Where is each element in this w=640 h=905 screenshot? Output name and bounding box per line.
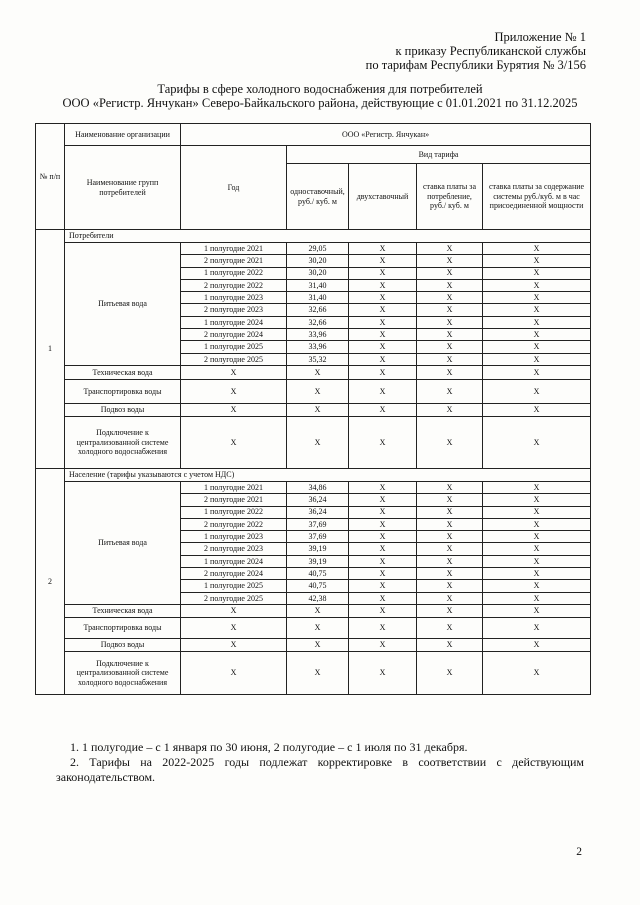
transport-water-onepart-x: Х <box>287 379 349 403</box>
technical-water-label: Техническая вода <box>65 604 181 617</box>
period-cell: 2 полугодие 2021 <box>181 255 287 267</box>
period-cell: 1 полугодие 2025 <box>181 341 287 353</box>
capacity-x: Х <box>483 353 591 365</box>
page-number: 2 <box>576 846 582 858</box>
period-cell: 1 полугодие 2022 <box>181 267 287 279</box>
consumption-x: Х <box>417 531 483 543</box>
consumption-x: Х <box>417 506 483 518</box>
water-delivery-label: Подвоз воды <box>65 638 181 651</box>
appendix-label: Приложение № 1 <box>494 30 586 44</box>
period-cell: 2 полугодие 2022 <box>181 518 287 530</box>
period-cell: 2 полугодие 2023 <box>181 304 287 316</box>
consumption-x: Х <box>417 304 483 316</box>
period-cell: 2 полугодие 2023 <box>181 543 287 555</box>
water-delivery-consumption-x: Х <box>417 403 483 416</box>
period-cell: 1 полугодие 2024 <box>181 316 287 328</box>
drinking-water-label: Питьевая вода <box>65 481 181 604</box>
consumption-x: Х <box>417 329 483 341</box>
capacity-x: Х <box>483 531 591 543</box>
period-cell: 1 полугодие 2024 <box>181 555 287 567</box>
connection-service-onepart-x: Х <box>287 651 349 694</box>
connection-service-consumption-x: Х <box>417 651 483 694</box>
consumption-x: Х <box>417 481 483 493</box>
twopart-x: Х <box>349 531 417 543</box>
consumption-x: Х <box>417 592 483 604</box>
transport-water-consumption-x: Х <box>417 617 483 638</box>
connection-service-year-x: Х <box>181 651 287 694</box>
period-cell: 1 полугодие 2021 <box>181 481 287 493</box>
section-number: 2 <box>36 468 65 694</box>
transport-water-twopart-x: Х <box>349 379 417 403</box>
onepart-value: 32,66 <box>287 316 349 328</box>
technical-water-year-x: Х <box>181 604 287 617</box>
table-row <box>36 638 591 651</box>
twopart-x: Х <box>349 481 417 493</box>
transport-water-consumption-x: Х <box>417 379 483 403</box>
water-delivery-twopart-x: Х <box>349 638 417 651</box>
col-number-header: № п/п <box>36 124 65 230</box>
onepart-value: 33,96 <box>287 341 349 353</box>
water-delivery-capacity-x: Х <box>483 638 591 651</box>
onepart-value: 31,40 <box>287 279 349 291</box>
technical-water-year-x: Х <box>181 365 287 379</box>
group-label-header: Наименование групп потребителей <box>65 146 181 230</box>
table-row <box>36 604 591 617</box>
section-label-row <box>36 468 591 481</box>
table-row <box>36 365 591 379</box>
onepart-value: 31,40 <box>287 292 349 304</box>
technical-water-capacity-x: Х <box>483 604 591 617</box>
period-cell: 1 полугодие 2023 <box>181 292 287 304</box>
title-line-2: ООО «Регистр. Янчукан» Северо-Байкальского района, действующие с 01.01.2021 по 31.12.2025 <box>62 96 578 110</box>
tariff-table <box>35 123 591 695</box>
technical-water-twopart-x: Х <box>349 604 417 617</box>
water-delivery-year-x: Х <box>181 638 287 651</box>
twopart-x: Х <box>349 494 417 506</box>
note-2: 2. Тарифы на 2022-2025 годы подлежат корректировке в соответствии с действующим законодательством. <box>56 755 584 784</box>
period-cell: 2 полугодие 2025 <box>181 353 287 365</box>
capacity-x: Х <box>483 255 591 267</box>
table-row <box>36 403 591 416</box>
connection-service-year-x: Х <box>181 416 287 468</box>
capacity-x: Х <box>483 341 591 353</box>
twopart-x: Х <box>349 243 417 255</box>
capacity-x: Х <box>483 292 591 304</box>
transport-water-label: Транспортировка воды <box>65 617 181 638</box>
capacity-x: Х <box>483 316 591 328</box>
water-delivery-label: Подвоз воды <box>65 403 181 416</box>
technical-water-consumption-x: Х <box>417 365 483 379</box>
period-cell: 1 полугодие 2021 <box>181 243 287 255</box>
onepart-value: 42,38 <box>287 592 349 604</box>
onepart-value: 33,96 <box>287 329 349 341</box>
header-row <box>36 124 591 146</box>
transport-water-capacity-x: Х <box>483 379 591 403</box>
capacity-x: Х <box>483 267 591 279</box>
year-header: Год <box>181 146 287 230</box>
consumption-header: ставка платы за потребление, руб./ куб. м <box>417 164 483 230</box>
note-1: 1. 1 полугодие – с 1 января по 30 июня, 2 полугодие – с 1 июля по 31 декабря. <box>70 740 468 754</box>
consumption-x: Х <box>417 518 483 530</box>
section-label: Население (тарифы указываются с учетом НДС) <box>65 468 591 481</box>
twopart-x: Х <box>349 353 417 365</box>
water-delivery-year-x: Х <box>181 403 287 416</box>
capacity-x: Х <box>483 304 591 316</box>
connection-service-consumption-x: Х <box>417 416 483 468</box>
capacity-header: ставка платы за содержание системы руб./куб. м в час присоединенной мощности <box>483 164 591 230</box>
onepart-value: 37,69 <box>287 518 349 530</box>
table-row <box>36 243 591 255</box>
water-delivery-onepart-x: Х <box>287 638 349 651</box>
consumption-x: Х <box>417 494 483 506</box>
period-cell: 1 полугодие 2025 <box>181 580 287 592</box>
capacity-x: Х <box>483 494 591 506</box>
table-row <box>36 379 591 403</box>
consumption-x: Х <box>417 341 483 353</box>
capacity-x: Х <box>483 592 591 604</box>
capacity-x: Х <box>483 506 591 518</box>
technical-water-onepart-x: Х <box>287 604 349 617</box>
consumption-x: Х <box>417 243 483 255</box>
capacity-x: Х <box>483 243 591 255</box>
document-header <box>366 30 586 72</box>
table-row <box>36 416 591 468</box>
connection-service-onepart-x: Х <box>287 416 349 468</box>
twopart-x: Х <box>349 592 417 604</box>
period-cell: 2 полугодие 2024 <box>181 568 287 580</box>
connection-service-twopart-x: Х <box>349 651 417 694</box>
consumption-x: Х <box>417 555 483 567</box>
document-title <box>40 82 600 110</box>
table-row <box>36 617 591 638</box>
twopart-x: Х <box>349 316 417 328</box>
section-label-row <box>36 230 591 243</box>
capacity-x: Х <box>483 580 591 592</box>
twopart-x: Х <box>349 292 417 304</box>
onepart-value: 40,75 <box>287 580 349 592</box>
consumption-x: Х <box>417 580 483 592</box>
header-row <box>36 146 591 164</box>
twopart-x: Х <box>349 279 417 291</box>
twopart-x: Х <box>349 329 417 341</box>
twopart-x: Х <box>349 341 417 353</box>
onepart-header: одноставочный, руб./ куб. м <box>287 164 349 230</box>
period-cell: 2 полугодие 2021 <box>181 494 287 506</box>
period-cell: 2 полугодие 2022 <box>181 279 287 291</box>
capacity-x: Х <box>483 481 591 493</box>
period-cell: 2 полугодие 2025 <box>181 592 287 604</box>
transport-water-twopart-x: Х <box>349 617 417 638</box>
table-row <box>36 651 591 694</box>
table-row <box>36 481 591 493</box>
onepart-value: 30,20 <box>287 267 349 279</box>
twopart-x: Х <box>349 568 417 580</box>
capacity-x: Х <box>483 329 591 341</box>
section-number: 1 <box>36 230 65 469</box>
onepart-value: 29,05 <box>287 243 349 255</box>
water-delivery-consumption-x: Х <box>417 638 483 651</box>
order-reference: к приказу Республиканской службы <box>395 44 586 58</box>
onepart-value: 35,32 <box>287 353 349 365</box>
consumption-x: Х <box>417 279 483 291</box>
connection-service-capacity-x: Х <box>483 651 591 694</box>
consumption-x: Х <box>417 316 483 328</box>
onepart-value: 36,24 <box>287 494 349 506</box>
tariff-type-header: Вид тарифа <box>287 146 591 164</box>
consumption-x: Х <box>417 543 483 555</box>
technical-water-capacity-x: Х <box>483 365 591 379</box>
drinking-water-label: Питьевая вода <box>65 243 181 366</box>
consumption-x: Х <box>417 292 483 304</box>
org-name-header: ООО «Регистр. Янчукан» <box>181 124 591 146</box>
connection-service-label: Подключение к централизованной системе холодного водоснабжения <box>65 416 181 468</box>
order-number: по тарифам Республики Бурятия № 3/156 <box>365 58 586 72</box>
transport-water-year-x: Х <box>181 617 287 638</box>
consumption-x: Х <box>417 267 483 279</box>
twopart-x: Х <box>349 267 417 279</box>
capacity-x: Х <box>483 518 591 530</box>
notes <box>56 740 584 785</box>
period-cell: 1 полугодие 2023 <box>181 531 287 543</box>
period-cell: 1 полугодие 2022 <box>181 506 287 518</box>
period-cell: 2 полугодие 2024 <box>181 329 287 341</box>
onepart-value: 37,69 <box>287 531 349 543</box>
onepart-value: 32,66 <box>287 304 349 316</box>
section-label: Потребители <box>65 230 591 243</box>
technical-water-onepart-x: Х <box>287 365 349 379</box>
transport-water-year-x: Х <box>181 379 287 403</box>
twopart-x: Х <box>349 304 417 316</box>
water-delivery-twopart-x: Х <box>349 403 417 416</box>
capacity-x: Х <box>483 279 591 291</box>
onepart-value: 39,19 <box>287 543 349 555</box>
twopart-x: Х <box>349 255 417 267</box>
connection-service-twopart-x: Х <box>349 416 417 468</box>
consumption-x: Х <box>417 255 483 267</box>
consumption-x: Х <box>417 353 483 365</box>
technical-water-twopart-x: Х <box>349 365 417 379</box>
capacity-x: Х <box>483 555 591 567</box>
twopart-x: Х <box>349 506 417 518</box>
onepart-value: 40,75 <box>287 568 349 580</box>
connection-service-label: Подключение к централизованной системе холодного водоснабжения <box>65 651 181 694</box>
twopart-x: Х <box>349 555 417 567</box>
connection-service-capacity-x: Х <box>483 416 591 468</box>
onepart-value: 36,24 <box>287 506 349 518</box>
water-delivery-capacity-x: Х <box>483 403 591 416</box>
org-label-header: Наименование организации <box>65 124 181 146</box>
twopart-x: Х <box>349 543 417 555</box>
twopart-x: Х <box>349 518 417 530</box>
transport-water-onepart-x: Х <box>287 617 349 638</box>
consumption-x: Х <box>417 568 483 580</box>
water-delivery-onepart-x: Х <box>287 403 349 416</box>
transport-water-label: Транспортировка воды <box>65 379 181 403</box>
capacity-x: Х <box>483 568 591 580</box>
twopart-header: двухставочный <box>349 164 417 230</box>
twopart-x: Х <box>349 580 417 592</box>
onepart-value: 30,20 <box>287 255 349 267</box>
title-line-1: Тарифы в сфере холодного водоснабжения для потребителей <box>157 82 483 96</box>
capacity-x: Х <box>483 543 591 555</box>
technical-water-label: Техническая вода <box>65 365 181 379</box>
onepart-value: 39,19 <box>287 555 349 567</box>
onepart-value: 34,86 <box>287 481 349 493</box>
technical-water-consumption-x: Х <box>417 604 483 617</box>
transport-water-capacity-x: Х <box>483 617 591 638</box>
